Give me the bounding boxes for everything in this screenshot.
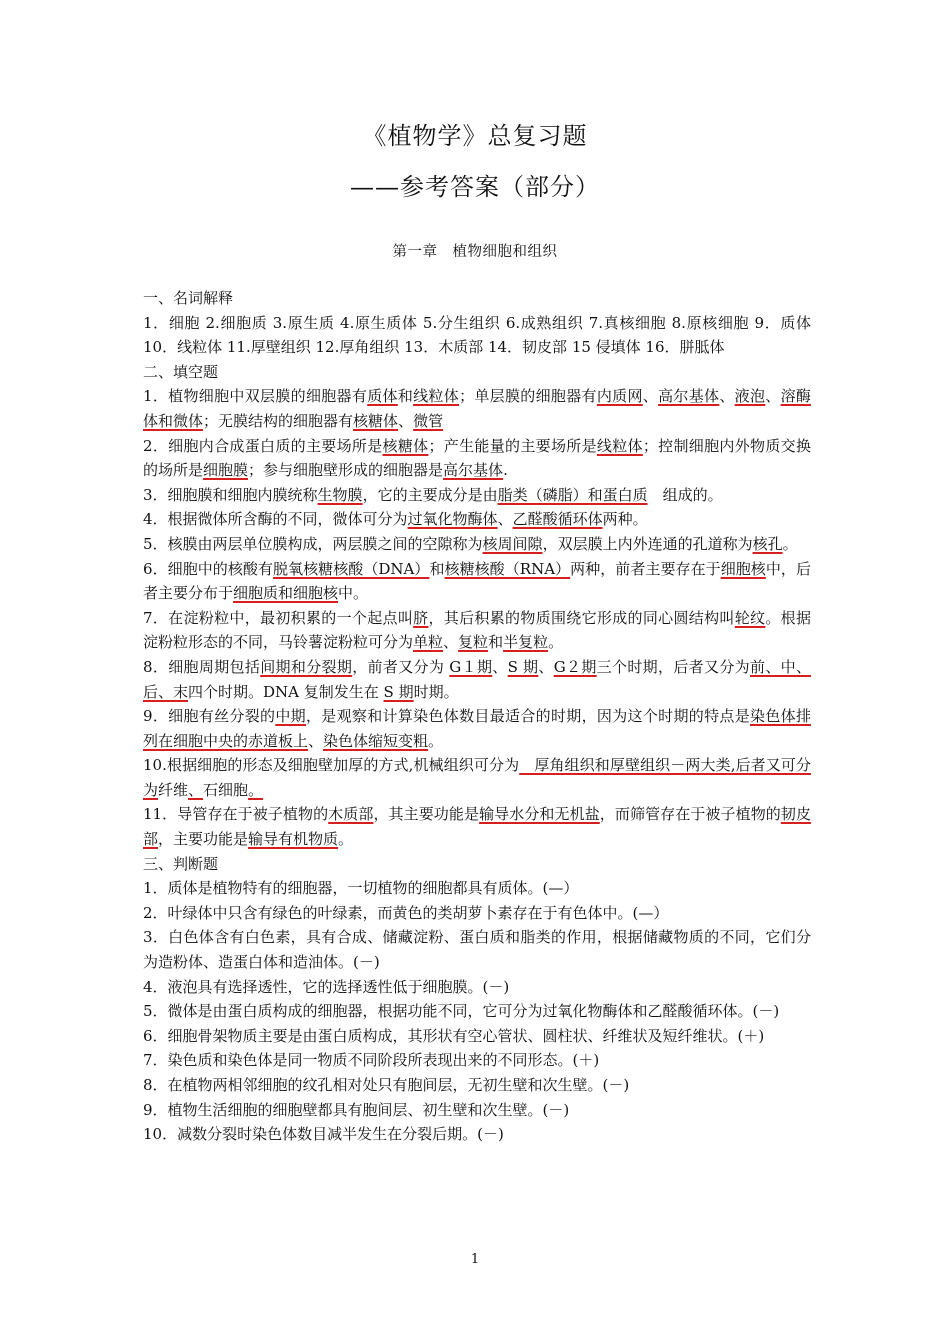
answer-text: 厚角组织和厚壁组织－两大类,后者又可分为	[143, 756, 811, 799]
answer-text: 输导水分和无机盐	[479, 805, 600, 824]
fill-question	[143, 802, 811, 851]
question-text: 和	[397, 387, 414, 406]
judge-item: 2．叶绿体中只含有绿色的叶绿素，而黄色的类胡萝卜素存在于有色体中。(—）	[143, 903, 669, 922]
question-text: 2．细胞内合成蛋白质的主要场所是	[143, 436, 383, 455]
question-text: 石细胞	[203, 780, 249, 799]
section-heading: 一、名词解释	[143, 289, 234, 307]
judge-item: 4．液泡具有选择透性，它的选择透性低于细胞膜。(－)	[143, 977, 510, 996]
section-heading: 二、填空题	[143, 362, 219, 381]
answer-text: 细胞膜	[203, 461, 249, 480]
question-text: 、	[398, 411, 414, 430]
question-text: 5．核膜由两层单位膜构成，两层膜之间的空隙称为	[143, 534, 483, 553]
answer-text: 染色体排列在细胞中央的赤道板上	[143, 707, 811, 750]
answer-text: G１期	[449, 657, 493, 676]
question-text: 纤维	[158, 780, 189, 799]
question-text: ，它的主要成分是由	[362, 485, 498, 504]
answer-text: 输导有机物质	[248, 830, 339, 849]
question-text: 6．细胞中的核酸有	[143, 559, 274, 578]
answer-text: 前、中、后、末	[143, 657, 811, 701]
judge-item: 3．白色体含有白色素，具有合成、储藏淀粉、蛋白质和脂类的作用，根据储藏物质的不同，它们分为造粉体、造蛋白体和造油体。(－)	[143, 928, 811, 972]
answer-text: 轮纹	[734, 608, 766, 627]
question-text: 中。	[338, 584, 369, 603]
judge-item: 1．质体是植物特有的细胞器，一切植物的细胞都具有质体。(—）	[143, 879, 579, 898]
answer-text: 染色体缩短变粗	[323, 731, 429, 750]
answer-text: 核糖核酸（RNA）	[444, 559, 571, 578]
answer-text: 脐	[413, 608, 429, 627]
question-text: 。根据淀粉粒形态的不同，马铃薯淀粉粒可分为	[143, 608, 811, 652]
answer-text: G２期	[553, 657, 597, 676]
question-text: 和	[488, 633, 504, 652]
judge-item: 10．减数分裂时染色体数目减半发生在分裂后期。(－)	[143, 1125, 504, 1144]
question-text: 两种，前者主要存在于	[570, 559, 721, 578]
answer-text: 微管	[413, 411, 444, 430]
question-text: ；单层膜的细胞器有	[459, 387, 597, 406]
question-text: 8．细胞周期包括	[143, 657, 261, 676]
answer-text: 生物膜	[317, 485, 363, 504]
question-text: 4．根据微体所含酶的不同，微体可分为	[143, 510, 408, 529]
question-text: 。	[338, 830, 354, 849]
question-text: 、	[492, 657, 508, 676]
question-text: 9．细胞有丝分裂的	[143, 707, 276, 726]
fill-question	[143, 532, 811, 557]
answer-text: 木质部	[328, 805, 374, 824]
question-text: ，而筛管存在于被子植物的	[599, 805, 781, 824]
answer-text: 、	[188, 780, 204, 799]
question-text: 时期。	[413, 682, 459, 701]
question-text: ，双层膜上内外连通的孔道称为	[542, 534, 753, 553]
fill-question	[143, 507, 811, 532]
question-text: ；无膜结构的细胞器有	[203, 411, 354, 430]
page-number: 1	[470, 1252, 480, 1267]
question-text: 、	[443, 633, 459, 652]
answer-text: 内质网	[596, 387, 643, 406]
question-text: 1．植物细胞中双层膜的细胞器有	[143, 387, 368, 406]
judge-item: 7．染色质和染色体是同一物质不同阶段所表现出来的不同形态。(＋)	[143, 1051, 600, 1070]
question-text: 中，后者主要分布于	[143, 559, 811, 603]
question-text: .	[503, 461, 508, 480]
answer-text: 复粒	[458, 633, 489, 652]
answer-text: 液泡	[734, 387, 766, 406]
fill-question	[143, 753, 811, 802]
question-text: 和	[429, 559, 445, 578]
document-subtitle: ——参考答案（部分）	[350, 173, 600, 201]
fill-question	[143, 384, 811, 433]
answer-text: 高尔基体	[443, 461, 504, 480]
chapter-heading: 第一章 植物细胞和组织	[392, 244, 558, 260]
fill-question	[143, 557, 811, 606]
fill-question	[143, 483, 811, 508]
question-text: ；参与细胞壁形成的细胞器是	[248, 461, 444, 480]
question-text: ；产生能量的主要场所是	[428, 436, 597, 455]
document-title: 《植物学》总复习题	[362, 122, 588, 150]
question-text: 、	[308, 731, 324, 750]
question-text: 。	[782, 534, 798, 553]
fill-question	[143, 606, 811, 655]
answer-text: 溶酶体和微体	[143, 387, 811, 430]
question-text: 、	[538, 657, 554, 676]
fill-question	[143, 704, 811, 753]
answer-text: 核糖体	[353, 411, 399, 430]
answer-text: S 期	[507, 657, 539, 676]
answer-text: 细胞核	[720, 559, 766, 578]
judge-item: 5．微体是由蛋白质构成的细胞器，根据功能不同，它可分为过氧化物酶体和乙醛酸循环体。(－)	[143, 1002, 780, 1021]
question-text: ，前者又分为	[352, 657, 450, 676]
section-heading: 三、判断题	[143, 854, 219, 873]
answer-text: 半复粒	[503, 633, 549, 652]
question-text: 。	[548, 633, 564, 652]
question-text: 3．细胞膜和细胞内膜统称	[143, 485, 318, 504]
answer-text: 细胞质和细胞核	[233, 584, 339, 603]
question-text: 三个时期，后者又分为	[596, 657, 750, 676]
answer-text: 韧皮部	[143, 805, 811, 849]
question-text: ，是观察和计算染色体数目最适合的时期，因为这个时期的特点是	[305, 707, 751, 726]
question-text: ，其后积累的物质围绕它形成的同心圆结构叫	[428, 608, 735, 627]
question-text: 、	[765, 387, 781, 406]
question-text: 组成的。	[647, 485, 723, 504]
answer-text: 。	[248, 780, 264, 799]
question-text: 两种。	[602, 510, 648, 529]
answer-text: 高尔基体	[658, 387, 720, 406]
question-text: 、	[719, 387, 735, 406]
question-text: ，其主要功能是	[373, 805, 480, 824]
answer-text: 核糖体	[382, 436, 429, 455]
question-text: 11．导管存在于被子植物的	[143, 805, 329, 824]
question-text: 10.根据细胞的形态及细胞壁加厚的方式,机械组织可分为	[143, 756, 520, 775]
question-text: 、	[497, 510, 513, 529]
answer-text: 核孔	[752, 534, 783, 553]
fill-question	[143, 434, 811, 483]
terms-list: 1．细胞 2.细胞质 3.原生质 4.原生质体 5.分生组织 6.成熟组织 7.真核细胞 8.原核细胞 9．质体 10．线粒体 11.厚壁组织 12.厚角组织 13．木质部 14．韧皮部 15 侵填体 16．胼胝体	[143, 313, 811, 357]
judge-item: 6．细胞骨架物质主要是由蛋白质构成，其形状有空心管状、圆柱状、纤维状及短纤维状。(＋)	[143, 1026, 765, 1045]
answer-text: 核周间隙	[482, 534, 543, 553]
answer-text: 脱氧核糖核酸（DNA）	[273, 559, 430, 578]
answer-text: 过氧化物酶体	[407, 510, 498, 529]
answer-text: 线粒体	[413, 387, 460, 406]
question-text: 、	[642, 387, 659, 406]
answer-text: 线粒体	[596, 436, 643, 455]
judge-item: 8．在植物两相邻细胞的纹孔相对处只有胞间层，无初生壁和次生壁。(－)	[143, 1076, 630, 1094]
question-text: ，主要功能是	[158, 830, 249, 849]
answer-text: 单粒	[413, 633, 444, 652]
fill-question	[143, 655, 811, 704]
judge-item: 9．植物生活细胞的细胞壁都具有胞间层、初生壁和次生壁。(－)	[143, 1100, 570, 1119]
document-body	[143, 286, 811, 1147]
question-text: 四个时期。DNA 复制发生在	[188, 682, 384, 701]
answer-text: S 期	[383, 682, 414, 701]
question-text: ；控制细胞内外物质交换的场所是	[143, 436, 811, 480]
answer-text: 中期	[275, 707, 306, 726]
answer-text: 乙醛酸循环体	[512, 510, 603, 529]
question-text: 。	[428, 731, 444, 750]
answer-text: 质体	[367, 387, 398, 406]
answer-text: 间期和分裂期	[260, 657, 353, 676]
answer-text: 脂类（磷脂）和蛋白质	[497, 485, 648, 504]
question-text: 7．在淀粉粒中，最初积累的一个起点叫	[143, 608, 414, 627]
